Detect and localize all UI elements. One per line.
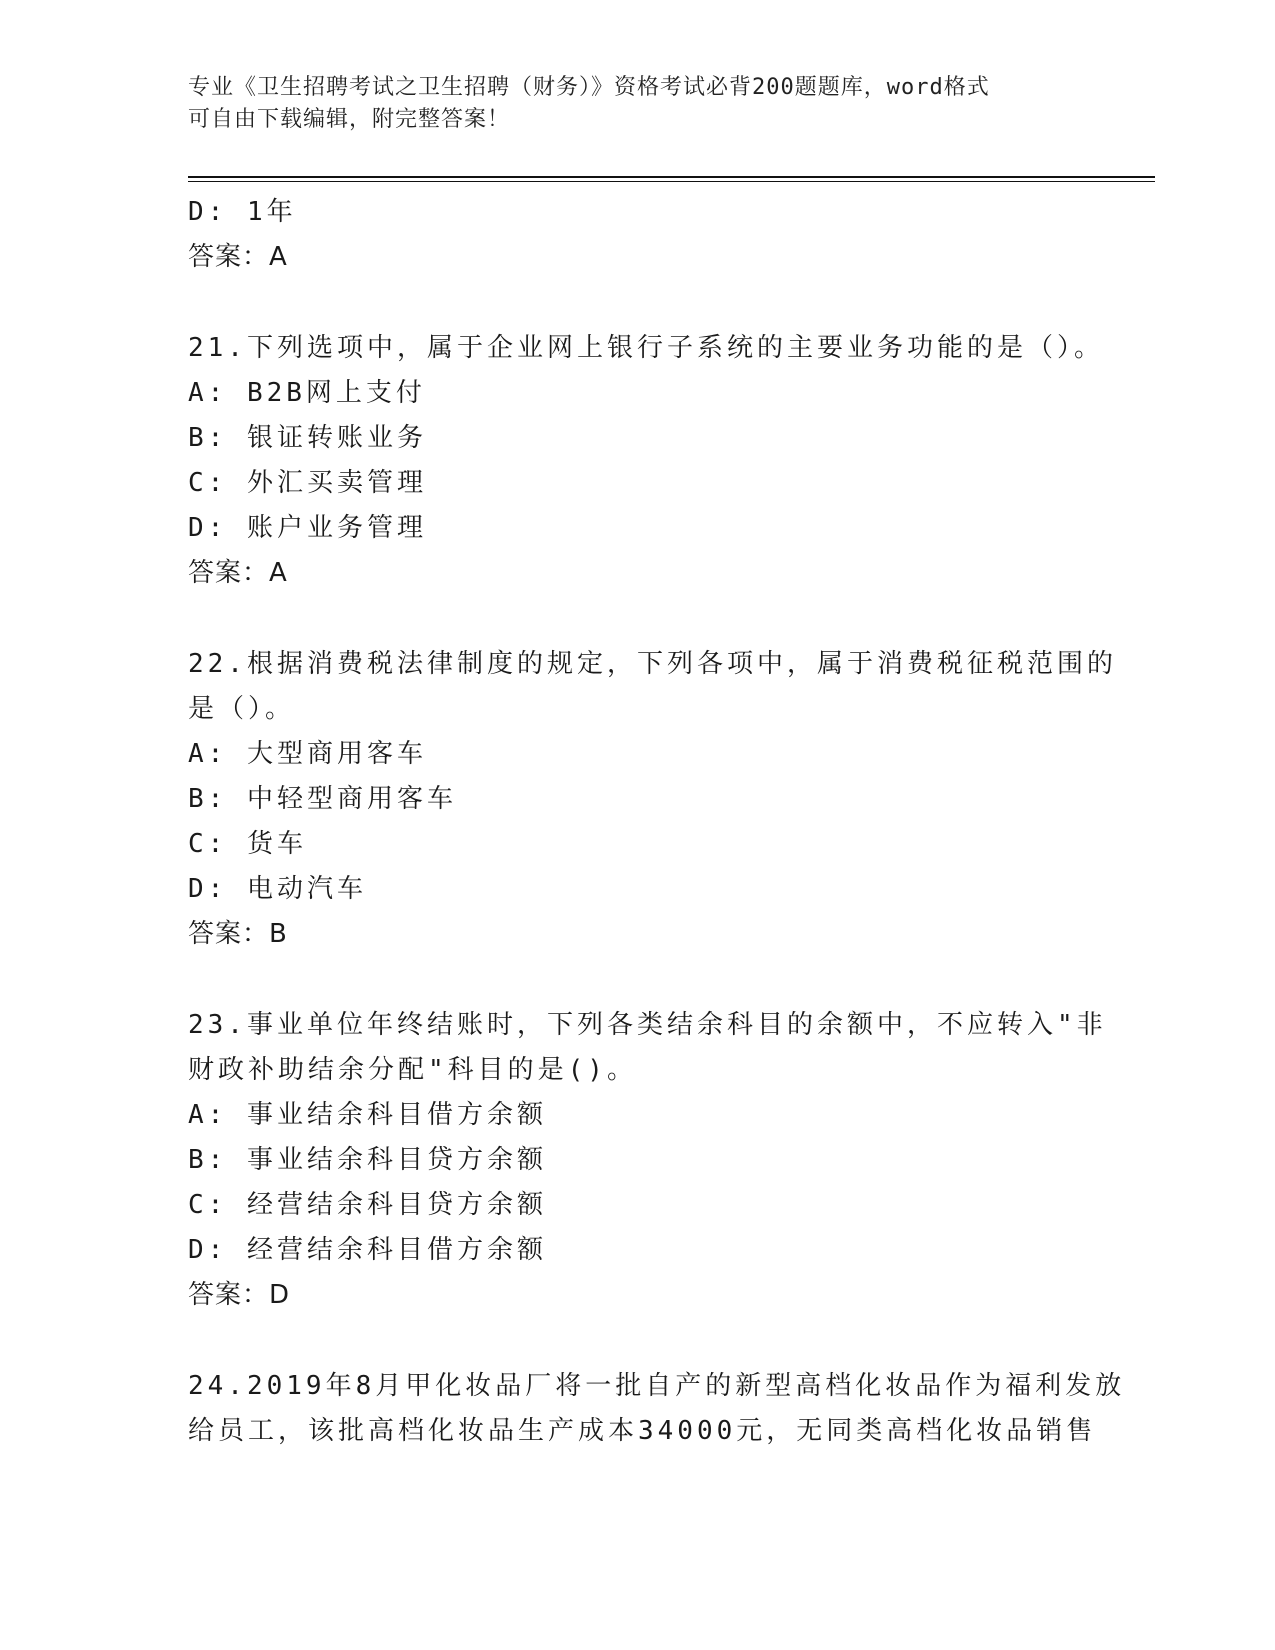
spacer — [188, 280, 1088, 326]
option-b: B: 事业结余科目贷方余额 — [188, 1145, 547, 1175]
option-a: A: 大型商用客车 — [188, 739, 427, 769]
answer-line: 答案：A — [188, 558, 288, 588]
question-text-line-2: 是（）。 — [188, 694, 296, 724]
answer-line: 答案：B — [188, 919, 288, 949]
question-text-line-1: 24.2019年8月甲化妆品厂将一批自产的新型高档化妆品作为福利发放 — [188, 1371, 1126, 1401]
answer-line: 答案：A — [188, 242, 288, 272]
document-body — [188, 190, 1126, 1454]
spacer — [188, 957, 1088, 1003]
option-a: A: 事业结余科目借方余额 — [188, 1100, 547, 1130]
question-text-line-1: 22.根据消费税法律制度的规定，下列各项中，属于消费税征税范围的 — [188, 649, 1117, 679]
header-line-2: 可自由下载编辑，附完整答案！ — [188, 107, 511, 132]
option-b: B: 银证转账业务 — [188, 423, 427, 453]
option-a: A: B2B网上支付 — [188, 378, 426, 408]
spacer — [188, 596, 1088, 642]
question-text: 21.下列选项中，属于企业网上银行子系统的主要业务功能的是（）。 — [188, 333, 1104, 363]
question-23 — [188, 1003, 1107, 1318]
option-b: B: 中轻型商用客车 — [188, 784, 457, 814]
document-header — [188, 72, 1088, 136]
question-text-line-2: 给员工，该批高档化妆品生产成本34000元，无同类高档化妆品销售 — [188, 1416, 1097, 1446]
option-c: C: 经营结余科目贷方余额 — [188, 1190, 547, 1220]
header-divider-thin — [188, 181, 1155, 182]
option-c: C: 外汇买卖管理 — [188, 468, 427, 498]
header-line-1: 专业《卫生招聘考试之卫生招聘（财务）》资格考试必背200题题库，word格式 — [188, 75, 990, 100]
option-d: D: 账户业务管理 — [188, 513, 427, 543]
option-d: D: 电动汽车 — [188, 874, 367, 904]
question-24 — [188, 1364, 1126, 1454]
question-21 — [188, 326, 1104, 596]
answer-line: 答案：D — [188, 1280, 291, 1310]
question-text-line-2: 财政补助结余分配"科目的是()。 — [188, 1055, 637, 1085]
option-d: D: 经营结余科目借方余额 — [188, 1235, 547, 1265]
option-d: D: 1年 — [188, 197, 297, 227]
header-divider-thick — [188, 176, 1155, 178]
option-c: C: 货车 — [188, 829, 307, 859]
question-text-line-1: 23.事业单位年终结账时，下列各类结余科目的余额中，不应转入"非 — [188, 1010, 1107, 1040]
question-22 — [188, 642, 1117, 957]
spacer — [188, 1318, 1088, 1364]
